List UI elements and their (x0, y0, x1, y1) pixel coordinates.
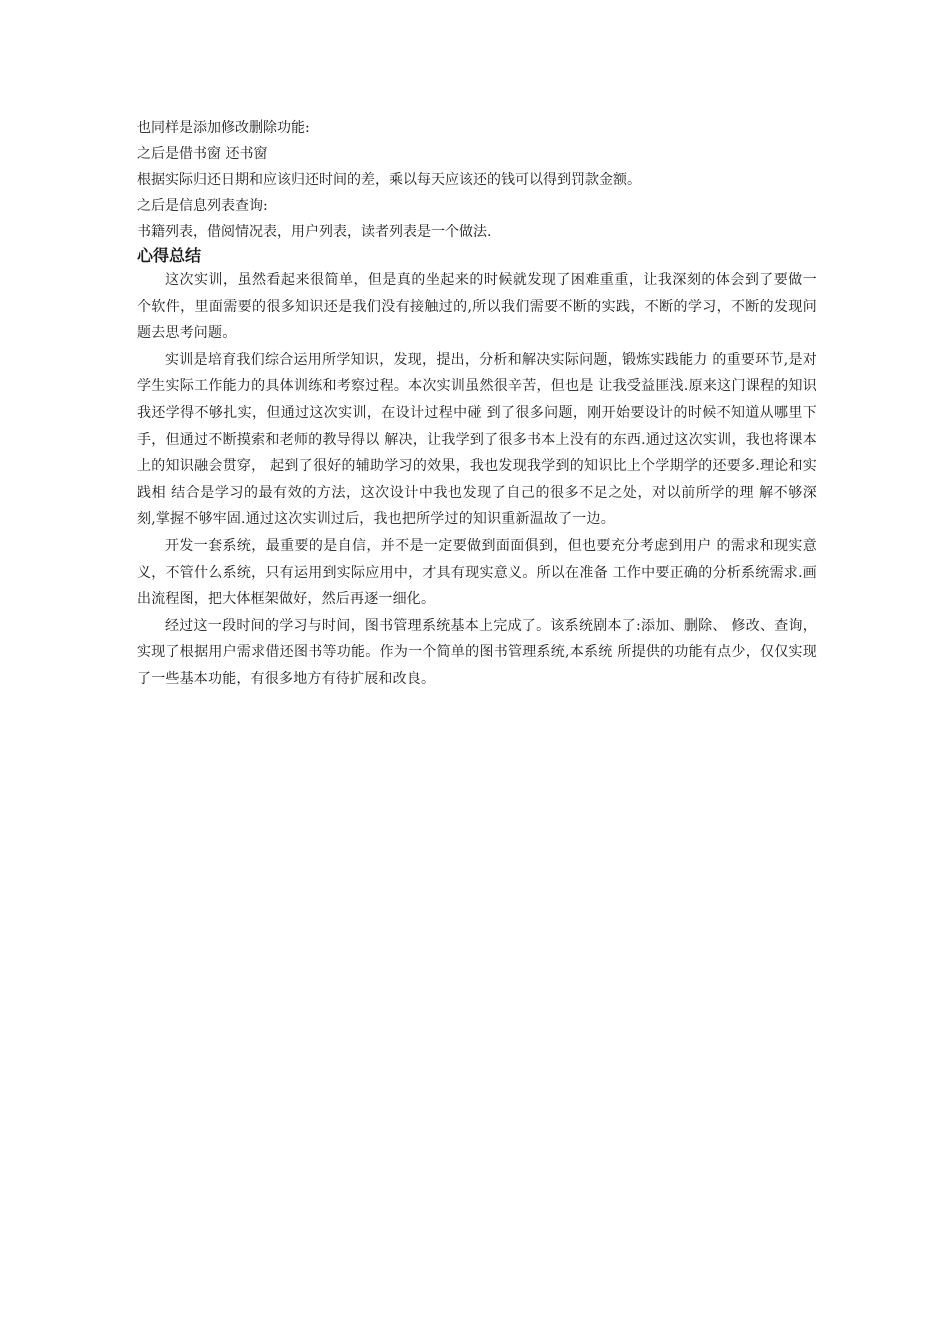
body-paragraph: 这次实训，虽然看起来很简单，但是真的坐起来的时候就发现了困难重重，让我深刻的体会到了要做一个软件，里面需要的很多知识还是我们没有接触过的,所以我们需要不断的实践，不断的学习，不断的发现问题去思考问题。 (137, 272, 817, 342)
intro-line: 也同样是添加修改删除功能: (137, 120, 310, 136)
intro-line: 之后是信息列表查询: (137, 198, 268, 214)
intro-line: 书籍列表，借阅情况表，用户列表，读者列表是一个做法. (137, 224, 492, 240)
section-heading: 心得总结 (137, 246, 202, 265)
document-page (137, 115, 817, 693)
intro-line: 之后是借书窗 还书窗 (137, 146, 268, 162)
body-paragraph: 经过这一段时间的学习与时间，图书管理系统基本上完成了。该系统剧本了:添加、删除、 修改、查询，实现了根据用户需求借还图书等功能。作为一个简单的图书管理系统,本系统 所提供的功能有点少，仅仅实现了一些基本功能，有很多地方有待扩展和改良。 (137, 617, 817, 687)
intro-line: 根据实际归还日期和应该归还时间的差，乘以每天应该还的钱可以得到罚款金额。 (137, 172, 641, 188)
body-paragraph: 开发一套系统，最重要的是自信，并不是一定要做到面面俱到，但也要充分考虑到用户 的需求和现实意义，不管什么系统，只有运用到实际应用中，才具有现实意义。所以在准备 工作中要正确的分析系统需求.画出流程图，把大体框架做好，然后再逐一细化。 (137, 537, 817, 608)
body-paragraph: 实训是培育我们综合运用所学知识，发现，提出，分析和解决实际问题，锻炼实践能力 的重要环节,是对学生实际工作能力的具体训练和考察过程。本次实训虽然很辛苦，但也是 让我受益匪浅.原来这门课程的知识我还学得不够扎实，但通过这次实训，在设计过程中碰 到了很多问题，刚开始要设计的时候不知道从哪里下手，但通过不断摸索和老师的教导得以 解决，让我学到了很多书本上没有的东西.通过这次实训，我也将课本上的知识融会贯穿， 起到了很好的辅助学习的效果，我也发现我学到的知识比上个学期学的还要多.理论和实践相 结合是学习的最有效的方法，这次设计中我也发现了自己的很多不足之处，对以前所学的理 解不够深刻,掌握不够牢固.通过这次实训过后，我也把所学过的知识重新温故了一边。 (137, 351, 817, 528)
